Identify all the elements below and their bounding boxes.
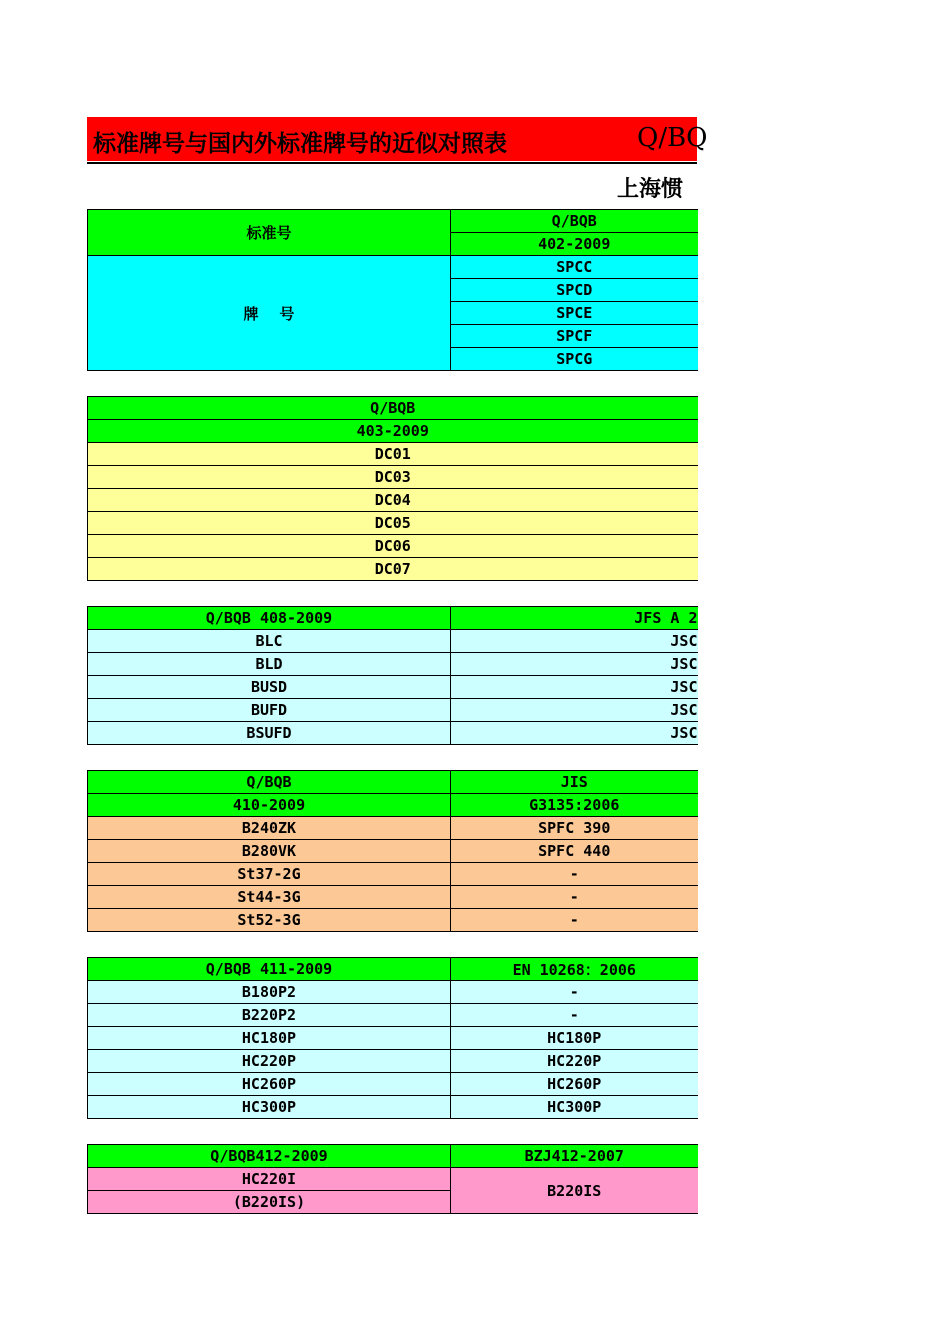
grade-cell: JSC: [451, 699, 698, 722]
grade-cell: DC07: [88, 558, 698, 581]
grade-cell: HC180P: [88, 1027, 451, 1050]
grade-cell: BUSD: [88, 676, 451, 699]
table-row: [88, 981, 698, 1004]
table-row: [88, 630, 698, 653]
grade-cell: -: [451, 981, 698, 1004]
grade-cell: HC220P: [88, 1050, 451, 1073]
table-row: [88, 886, 698, 909]
banner-underline: [87, 162, 697, 164]
label-grade: 牌 号: [88, 256, 451, 371]
grade-cell: HC300P: [88, 1096, 451, 1119]
grade-cell: SPCD: [451, 279, 698, 302]
grade-cell: HC260P: [451, 1073, 698, 1096]
table-row: [88, 1145, 698, 1168]
table-row: [88, 1073, 698, 1096]
table-row: [88, 512, 698, 535]
table-row: [88, 397, 698, 420]
grade-cell: JSC: [451, 722, 698, 745]
table-row: [88, 256, 698, 279]
table-row: [88, 210, 698, 233]
grade-cell: SPCE: [451, 302, 698, 325]
grade-cell: -: [451, 1004, 698, 1027]
table-row: [88, 420, 698, 443]
grade-cell: HC260P: [88, 1073, 451, 1096]
grade-cell: DC01: [88, 443, 698, 466]
grade-cell: JSC: [451, 653, 698, 676]
table-row: [88, 1168, 698, 1191]
table-row: [88, 558, 698, 581]
table-row: [88, 676, 698, 699]
grade-cell: B220IS: [451, 1168, 698, 1214]
header-right: G3135:2006: [451, 794, 698, 817]
header-left: Q/BQB412-2009: [88, 1145, 451, 1168]
header-right: EN 10268：2006: [451, 958, 698, 981]
table-row: [88, 794, 698, 817]
grade-cell: B220P2: [88, 1004, 451, 1027]
grade-cell: St37-2G: [88, 863, 451, 886]
grade-cell: DC06: [88, 535, 698, 558]
grade-cell: SPFC 440: [451, 840, 698, 863]
title-banner: [87, 117, 708, 161]
grade-cell: DC03: [88, 466, 698, 489]
grade-cell: SPCF: [451, 325, 698, 348]
table-412: [87, 1144, 698, 1214]
table-row: [88, 722, 698, 745]
table-row: [88, 443, 698, 466]
grade-cell: -: [451, 909, 698, 932]
grade-cell: SPCC: [451, 256, 698, 279]
grade-cell: BSUFD: [88, 722, 451, 745]
table-row: [88, 607, 698, 630]
table-row: [88, 1096, 698, 1119]
header-left: Q/BQB: [88, 771, 451, 794]
table-row: [88, 1027, 698, 1050]
grade-cell: B240ZK: [88, 817, 451, 840]
grade-cell: SPFC 390: [451, 817, 698, 840]
table-row: [88, 909, 698, 932]
grade-cell: HC300P: [451, 1096, 698, 1119]
title-code: Q/BQ: [637, 123, 708, 153]
grade-cell: JSC: [451, 676, 698, 699]
grade-cell: BLC: [88, 630, 451, 653]
grade-cell: DC04: [88, 489, 698, 512]
grade-cell: HC220P: [451, 1050, 698, 1073]
header-left: Q/BQB 411-2009: [88, 958, 451, 981]
std-code: Q/BQB: [451, 210, 698, 233]
table-411: [87, 957, 698, 1119]
label-standard: 标准号: [88, 210, 451, 256]
table-row: [88, 840, 698, 863]
table-row: [88, 699, 698, 722]
grade-cell: BUFD: [88, 699, 451, 722]
table-410: [87, 770, 698, 932]
table-row: [88, 489, 698, 512]
title-text: 标准牌号与国内外标准牌号的近似对照表: [93, 131, 507, 157]
grade-cell: (B220IS): [88, 1191, 451, 1214]
grade-cell: BLD: [88, 653, 451, 676]
table-row: [88, 653, 698, 676]
std-code: Q/BQB: [88, 397, 698, 420]
table-row: [88, 1050, 698, 1073]
header-right: BZJ412-2007: [451, 1145, 698, 1168]
table-row: [88, 466, 698, 489]
grade-cell: -: [451, 863, 698, 886]
grade-cell: -: [451, 886, 698, 909]
header-right: JFS A 2: [451, 607, 698, 630]
grade-cell: SPCG: [451, 348, 698, 371]
grade-cell: St52-3G: [88, 909, 451, 932]
grade-cell: B180P2: [88, 981, 451, 1004]
grade-cell: St44-3G: [88, 886, 451, 909]
grade-cell: DC05: [88, 512, 698, 535]
header-right: JIS: [451, 771, 698, 794]
table-row: [88, 535, 698, 558]
header-left: 410-2009: [88, 794, 451, 817]
header-left: Q/BQB 408-2009: [88, 607, 451, 630]
grade-cell: HC180P: [451, 1027, 698, 1050]
std-year: 402-2009: [451, 233, 698, 256]
table-row: [88, 771, 698, 794]
company-name: 上海惯: [617, 177, 684, 202]
table-row: [88, 1004, 698, 1027]
table-row: [88, 958, 698, 981]
grade-cell: HC220I: [88, 1168, 451, 1191]
table-408: [87, 606, 698, 745]
grade-cell: JSC: [451, 630, 698, 653]
table-row: [88, 863, 698, 886]
grade-cell: B280VK: [88, 840, 451, 863]
table-row: [88, 817, 698, 840]
table-402: [87, 209, 698, 371]
table-403: [87, 396, 698, 581]
std-year: 403-2009: [88, 420, 698, 443]
